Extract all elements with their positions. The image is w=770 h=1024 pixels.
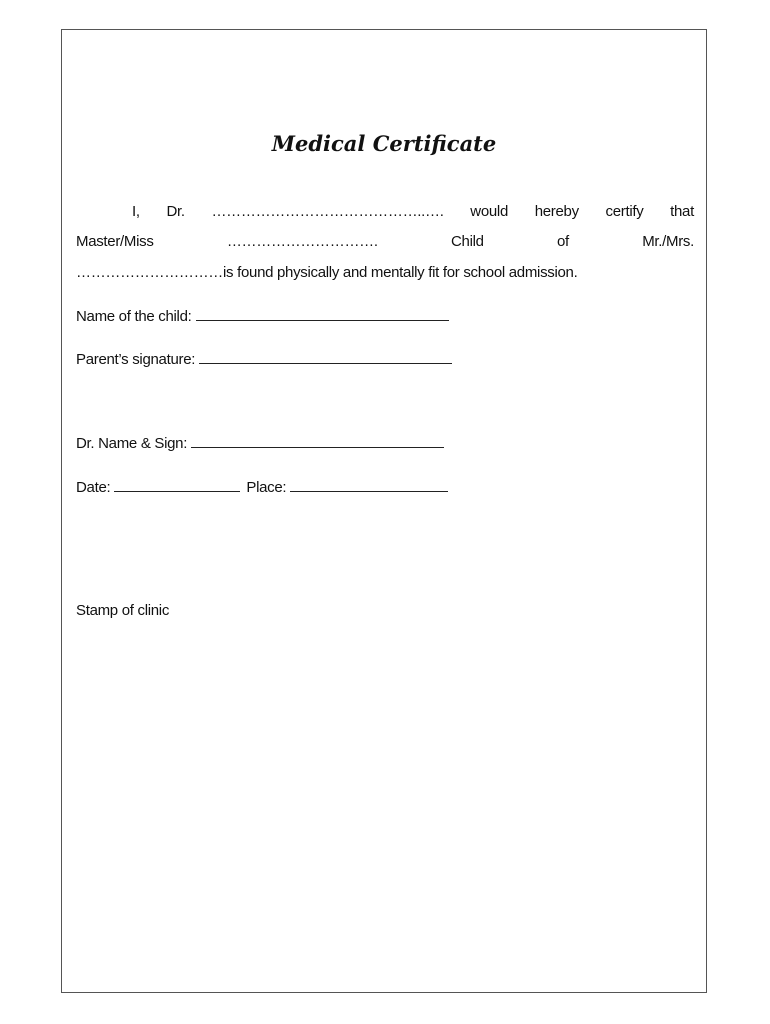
place-line[interactable]	[290, 477, 448, 492]
doctor-sign-field	[76, 433, 444, 452]
text-certify: certify	[605, 203, 644, 220]
parent-signature-line[interactable]	[199, 349, 452, 364]
child-name-field	[76, 306, 449, 325]
text-master-miss: Master/Miss	[76, 233, 154, 250]
place-label: Place:	[246, 479, 287, 496]
text-i: I,	[132, 203, 140, 220]
text-mr-mrs: Mr./Mrs.	[642, 233, 694, 250]
text-that: that	[670, 203, 694, 220]
text-fitness-statement: is found physically and mentally fit for school admission.	[223, 264, 578, 281]
text-child: Child	[451, 233, 484, 250]
certificate-page	[61, 29, 707, 993]
doctor-sign-label: Dr. Name & Sign:	[76, 435, 188, 452]
text-would: would	[470, 203, 508, 220]
parent-signature-field	[76, 349, 452, 368]
stamp-of-clinic: Stamp of clinic	[76, 602, 170, 619]
text-dr: Dr.	[166, 203, 185, 220]
certificate-line-2	[76, 233, 694, 250]
child-name-blank[interactable]: ………………………….	[226, 233, 378, 250]
child-name-label: Name of the child:	[76, 308, 192, 325]
parent-signature-label: Parent’s signature:	[76, 351, 196, 368]
doctor-sign-line[interactable]	[191, 433, 444, 448]
certificate-line-1	[76, 203, 694, 220]
parent-name-blank[interactable]: …………………………	[76, 264, 224, 281]
certificate-title: Medical Certificate	[271, 131, 497, 156]
date-line[interactable]	[114, 477, 240, 492]
doctor-name-blank[interactable]: ……………………………………..….	[211, 203, 444, 220]
text-hereby: hereby	[534, 203, 579, 220]
date-label: Date:	[76, 479, 111, 496]
date-place-field	[76, 477, 448, 496]
text-of: of	[557, 233, 569, 250]
certificate-line-3	[76, 264, 694, 281]
child-name-line[interactable]	[196, 306, 449, 321]
